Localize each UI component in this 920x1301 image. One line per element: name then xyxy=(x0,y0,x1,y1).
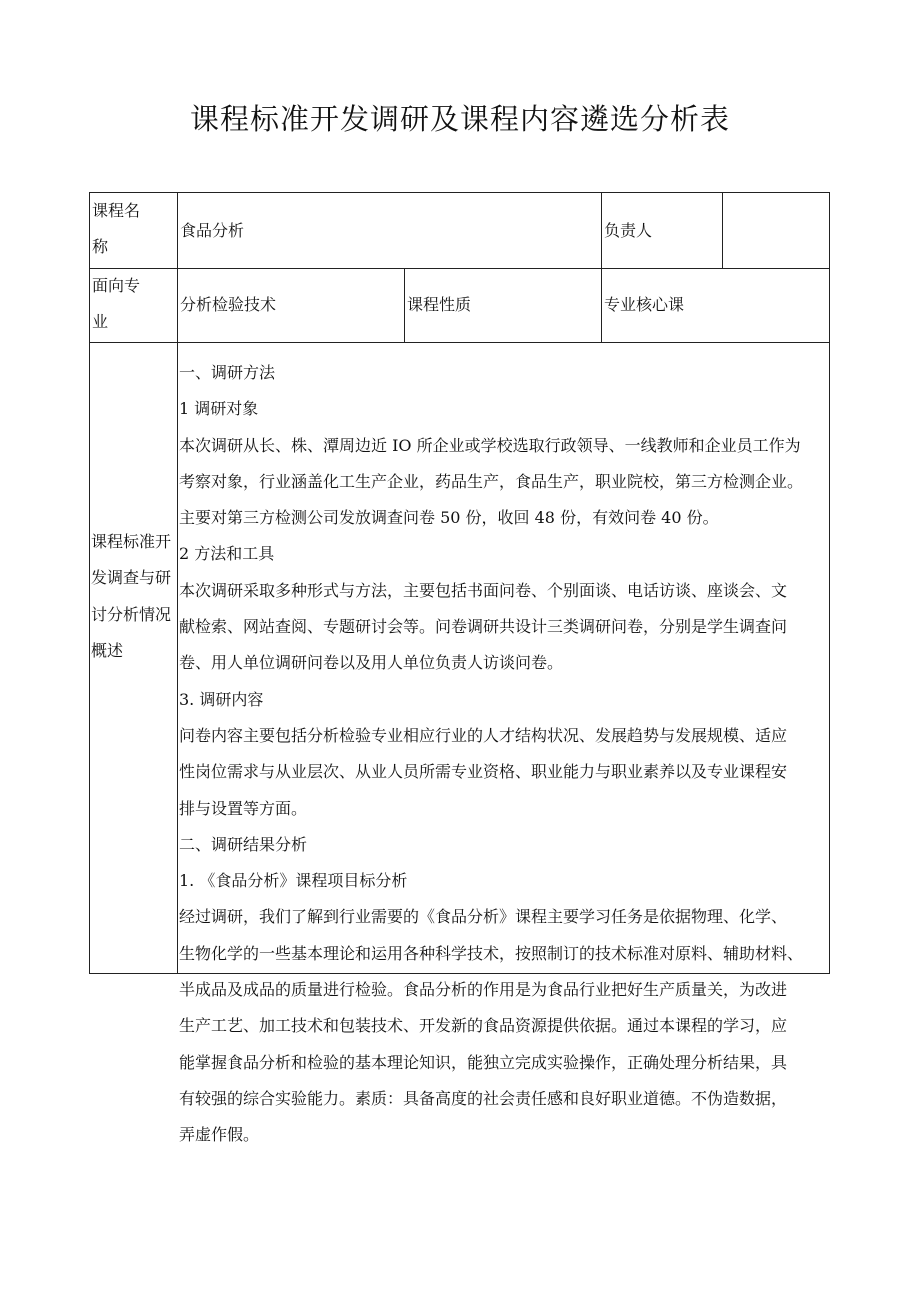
content-line: 本次调研从长、株、潭周边近 IO 所企业或学校选取行政领导、一线教师和企业员工作为 xyxy=(179,435,801,455)
major-label xyxy=(92,268,140,340)
major-label-line2: 业 xyxy=(92,312,109,331)
content-line: 能掌握食品分析和检验的基本理论知识，能独立完成实验操作，正确处理分析结果，具 xyxy=(179,1052,788,1072)
col-divider-owner xyxy=(601,193,602,268)
content-line: 3. 调研内容 xyxy=(179,689,264,709)
major-value: 分析检验技术 xyxy=(180,295,277,314)
course-nature-label: 课程性质 xyxy=(407,295,472,314)
analysis-table xyxy=(89,192,830,1145)
col-divider-nature xyxy=(601,268,602,342)
content-line: 有较强的综合实验能力。素质：具备高度的社会责任感和良好职业道德。不伪造数据， xyxy=(179,1088,788,1108)
col-divider-major xyxy=(404,268,405,342)
content-line: 2 方法和工具 xyxy=(179,544,275,564)
overview-label-line: 发调查与研 xyxy=(91,568,172,588)
col-divider-label xyxy=(177,193,178,973)
content-line: 生物化学的一些基本理论和运用各种科学技术，按照制订的技术标准对原料、辅助材料、 xyxy=(179,943,804,963)
row-divider-2 xyxy=(90,342,829,343)
content-line: 生产工艺、加工技术和包装技术、开发新的食品资源提供依据。通过本课程的学习，应 xyxy=(179,1016,788,1036)
overview-content xyxy=(179,355,831,1154)
row-divider-1 xyxy=(90,268,829,269)
content-line: 主要对第三方检测公司发放调查问卷 50 份，收回 48 份，有效问卷 40 份。 xyxy=(179,508,719,528)
content-line: 本次调研采取多种形式与方法，主要包括书面问卷、个别面谈、电话访谈、座谈会、文 xyxy=(179,580,788,600)
course-name-label-line1: 课程名 xyxy=(92,201,141,220)
content-line: 一、调研方法 xyxy=(179,363,276,382)
content-line: 考察对象，行业涵盖化工生产企业，药品生产，食品生产，职业院校，第三方检测企业。 xyxy=(179,471,804,491)
course-name-label-line2: 称 xyxy=(92,237,109,256)
overview-label xyxy=(91,524,177,669)
content-line: 卷、用人单位调研问卷以及用人单位负责人访谈问卷。 xyxy=(179,653,564,673)
course-nature-value: 专业核心课 xyxy=(604,295,685,314)
content-line: 经过调研，我们了解到行业需要的《食品分析》课程主要学习任务是依据物理、化学、 xyxy=(179,907,788,927)
content-line: 献检索、网站查阅、专题研讨会等。问卷调研共设计三类调研问卷，分别是学生调查问 xyxy=(179,617,788,637)
content-line: 问卷内容主要包括分析检验专业相应行业的人才结构状况、发展趋势与发展规模、适应 xyxy=(179,725,788,745)
overview-label-line: 概述 xyxy=(91,640,124,660)
major-label-line1: 面向专 xyxy=(92,276,141,295)
content-line: 1. 《食品分析》课程项目标分析 xyxy=(179,871,408,891)
content-line: 二、调研结果分析 xyxy=(179,834,308,854)
content-line: 1 调研对象 xyxy=(179,399,259,419)
course-name-value: 食品分析 xyxy=(180,221,245,240)
content-line: 性岗位需求与从业层次、从业人员所需专业资格、职业能力与职业素养以及专业课程安 xyxy=(179,762,788,782)
owner-label: 负责人 xyxy=(604,221,653,240)
content-line: 半成品及成品的质量进行检验。食品分析的作用是为食品行业把好生产质量关，为改进 xyxy=(179,980,788,1000)
page-title: 课程标准开发调研及课程内容遴选分析表 xyxy=(189,102,730,136)
content-line: 排与设置等方面。 xyxy=(179,798,308,818)
course-name-label xyxy=(92,193,140,265)
overview-label-line: 讨分析情况 xyxy=(91,604,172,624)
content-line: 弄虚作假。 xyxy=(179,1125,260,1145)
overview-label-line: 课程标准开 xyxy=(91,532,172,551)
col-divider-owner-value xyxy=(722,193,723,268)
